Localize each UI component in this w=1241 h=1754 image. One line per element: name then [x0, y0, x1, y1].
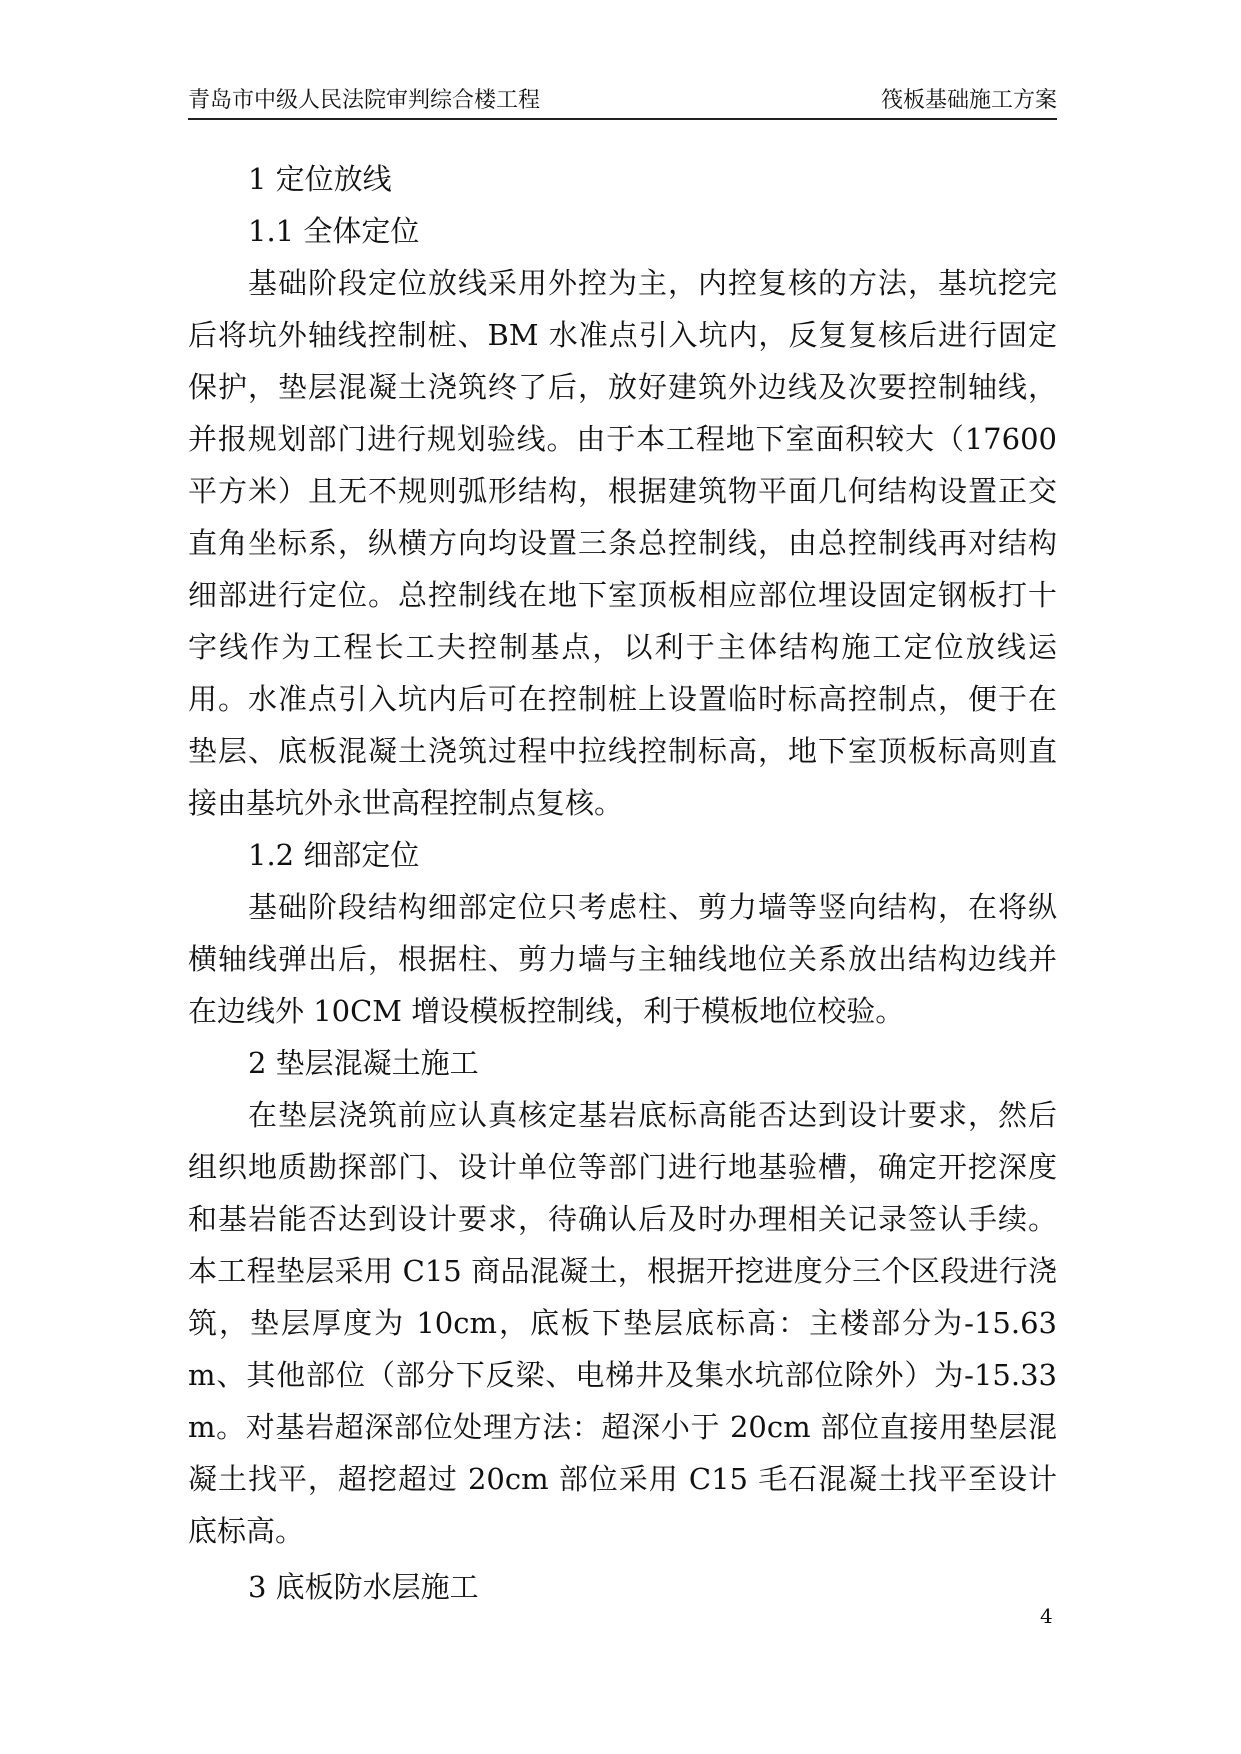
paragraph-cushion-concrete: 在垫层浇筑前应认真核定基岩底标高能否达到设计要求，然后组织地质勘探部门、设计单位等部门进行地基验槽，确定开挖深度和基岩能否达到设计要求，待确认后及时办理相关记录签认手续。本工程垫层采用 C15 商品混凝土，根据开挖进度分三个区段进行浇筑，垫层厚度为 10cm，底板下垫层底标高：主楼部分为-15.63m、其他部位（部分下反梁、电梯井及集水坑部位除外）为-15.33m。对基岩超深部位处理方法：超深小于 20cm 部位直接用垫层混凝土找平，超挖超过 20cm 部位采用 C15 毛石混凝土找平至设计底标高。 [188, 1098, 1057, 1548]
header-project-title: 青岛市中级人民法院审判综合楼工程 [188, 88, 541, 113]
section-heading-1-2: 1.2 细部定位 [248, 838, 420, 872]
section-heading-3: 3 底板防水层施工 [248, 1570, 479, 1604]
paragraph-detail-positioning: 基础阶段结构细部定位只考虑柱、剪力墙等竖向结构，在将纵横轴线弹出后，根据柱、剪力墙与主轴线地位关系放出结构边线并在边线外 10CM 增设模板控制线，利于模板地位校验。 [188, 890, 1057, 1028]
section-heading-2: 2 垫层混凝土施工 [248, 1046, 479, 1080]
section-heading-1-1: 1.1 全体定位 [248, 214, 420, 248]
section-heading-1: 1 定位放线 [248, 162, 392, 196]
paragraph-overall-positioning: 基础阶段定位放线采用外控为主，内控复核的方法，基坑挖完后将坑外轴线控制桩、BM 水准点引入坑内，反复复核后进行固定保护，垫层混凝土浇筑终了后，放好建筑外边线及次要控制轴线，并报规划部门进行规划验线。由于本工程地下室面积较大（17600 平方米）且无不规则弧形结构，根据建筑物平面几何结构设置正交直角坐标系，纵横方向均设置三条总控制线，由总控制线再对结构细部进行定位。总控制线在地下室顶板相应部位埋设固定钢板打十字线作为工程长工夫控制基点，以利于主体结构施工定位放线运用。水准点引入坑内后可在控制桩上设置临时标高控制点，便于在垫层、底板混凝土浇筑过程中拉线控制标高，地下室顶板标高则直接由基坑外永世高程控制点复核。 [188, 266, 1057, 820]
header-document-title: 筏板基础施工方案 [880, 88, 1057, 113]
page-number: 4 [1040, 1604, 1053, 1628]
document-body [188, 153, 1057, 1613]
page-header [188, 84, 1057, 120]
